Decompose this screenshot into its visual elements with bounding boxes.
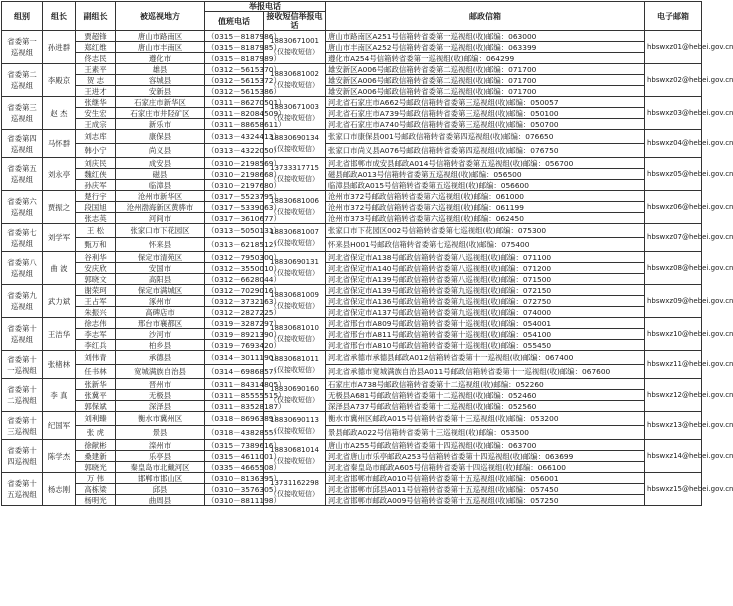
duty-phone: （0310－2197680）	[205, 180, 264, 191]
postal-mailbox: 景县邮政A022号信箱转省委第十三巡视组(收)邮编：053500	[326, 426, 645, 440]
postal-mailbox: 沧州市373号邮政信箱转省委第六巡视组(收)邮编：062450	[326, 213, 645, 224]
table-row	[2, 426, 702, 440]
inspected-area: 乐亭县	[116, 451, 205, 462]
postal-mailbox: 河北省唐山市乐亭邮政A253号信箱转省委第十四巡视组(收)邮编：063699	[326, 451, 645, 462]
postal-mailbox: 临漳县邮政A015号信箱转省委第五巡视组(收)邮编：056600	[326, 180, 645, 191]
postal-mailbox: 河北省承德市宽城满族自治县A011号邮政信箱转省委第十一巡视组(收)邮编：067600	[326, 365, 645, 379]
deputy-leader: 刘庆民	[76, 158, 116, 169]
inspected-area: 高阳县	[116, 274, 205, 285]
sms-phone: 13733317715（仅接收短信）	[264, 158, 326, 191]
deputy-leader: 贾超锋	[76, 31, 116, 42]
table-row	[2, 401, 702, 412]
sms-phone: 18830671003（仅接收短信）	[264, 97, 326, 130]
inspected-area: 张家口市下花园区	[116, 224, 205, 238]
table-row	[2, 412, 702, 426]
sms-phone: 18830681007（仅接收短信）	[264, 224, 326, 252]
table-row	[2, 130, 702, 144]
postal-mailbox: 河北省邯郸市邱县A011号信箱转省委第十五巡视组(收)邮编：057450	[326, 484, 645, 495]
deputy-leader: 张志英	[76, 213, 116, 224]
table-row	[2, 274, 702, 285]
postal-mailbox: 河北省邯郸市邮政A010号信箱转省委第十五巡视组(收)邮编：056001	[326, 473, 645, 484]
inspected-area: 衡水市冀州区	[116, 412, 205, 426]
sms-phone: 18830690113（仅接收短信）	[264, 412, 326, 440]
deputy-leader: 王 松	[76, 224, 116, 238]
table-row	[2, 451, 702, 462]
table-row	[2, 224, 702, 238]
group-name: 省委第七巡视组	[2, 224, 43, 252]
duty-phone: （0317－5523795）	[205, 191, 264, 202]
duty-phone: （0315－4611001）	[205, 451, 264, 462]
inspected-area: 新乐市	[116, 119, 205, 130]
postal-mailbox: 河北省保定市A139号邮政信箱转省委第九巡视组(收)邮编：072150	[326, 285, 645, 296]
duty-phone: （0310－8136395）	[205, 473, 264, 484]
postal-mailbox: 河北省保定市A139号邮政信箱转省委第八巡视组(收)邮编：071500	[326, 274, 645, 285]
table-row	[2, 53, 702, 64]
header-area: 被巡视地方	[116, 2, 205, 31]
duty-phone: （0317－5339063）	[205, 202, 264, 213]
table-row	[2, 108, 702, 119]
inspected-area: 雄县	[116, 64, 205, 75]
inspected-area: 沙河市	[116, 329, 205, 340]
postal-mailbox: 磁县邮政A013号信箱转省委第五巡视组(收)邮编：056500	[326, 169, 645, 180]
deputy-leader: 王素平	[76, 64, 116, 75]
duty-phone: （0319－8921390）	[205, 329, 264, 340]
inspected-area: 晋州市	[116, 379, 205, 390]
deputy-leader: 刘利臻	[76, 412, 116, 426]
table-row	[2, 75, 702, 86]
postal-mailbox: 唐山市丰南区A252号信箱转省委第一巡视组(收)邮编：063399	[326, 42, 645, 53]
email-address[interactable]: hbswxz10@hebei.gov.cn	[645, 318, 702, 351]
group-leader: 陈学杰	[43, 440, 76, 473]
group-name: 省委第十五巡视组	[2, 473, 43, 506]
deputy-leader: 郭保斌	[76, 401, 116, 412]
postal-mailbox: 河北省保定市A137号邮政信箱转省委第九巡视组(收)邮编：074000	[326, 307, 645, 318]
deputy-leader: 杨明光	[76, 495, 116, 506]
table-row	[2, 473, 702, 484]
email-address[interactable]: hbswxz08@hebei.gov.cn	[645, 252, 702, 285]
duty-phone: （0314－6986857）	[205, 365, 264, 379]
group-leader: 孙进群	[43, 31, 76, 64]
table-row	[2, 296, 702, 307]
email-address[interactable]: hbswxz12@hebei.gov.cn	[645, 379, 702, 412]
table-row	[2, 462, 702, 473]
deputy-leader: 万 伟	[76, 473, 116, 484]
deputy-leader: 佟志民	[76, 53, 116, 64]
deputy-leader: 刘志库	[76, 130, 116, 144]
deputy-leader: 甄万和	[76, 238, 116, 252]
postal-mailbox: 遵化市A254号信箱转省委第一巡视组(收)邮编：064299	[326, 53, 645, 64]
group-name: 省委第一巡视组	[2, 31, 43, 64]
duty-phone: （0310－8811198）	[205, 495, 264, 506]
deputy-leader: 孙庆军	[76, 180, 116, 191]
inspected-area: 秦皇岛市北戴河区	[116, 462, 205, 473]
table-row	[2, 42, 702, 53]
inspected-area: 唐山市丰南区	[116, 42, 205, 53]
duty-phone: （0312－2827225）	[205, 307, 264, 318]
duty-phone: （0311－85555515）	[205, 390, 264, 401]
deputy-leader: 张 虎	[76, 426, 116, 440]
duty-phone: （0310－2198668）	[205, 169, 264, 180]
table-row	[2, 31, 702, 42]
table-row	[2, 238, 702, 252]
duty-phone: （0319－3287297）	[205, 318, 264, 329]
table-row	[2, 329, 702, 340]
table-row	[2, 169, 702, 180]
duty-phone: （0315－8187985）	[205, 42, 264, 53]
deputy-leader: 王占军	[76, 296, 116, 307]
group-leader: 王洁华	[43, 318, 76, 351]
table-row	[2, 158, 702, 169]
header-deputy: 副组长	[76, 2, 116, 31]
inspected-area: 邢台市襄都区	[116, 318, 205, 329]
group-leader: 刘永亭	[43, 158, 76, 191]
duty-phone: （0311－83528187）	[205, 401, 264, 412]
group-name: 省委第五巡视组	[2, 158, 43, 191]
postal-mailbox: 雄安新区A006号邮政信箱转省委第二巡视组(收)邮编：071700	[326, 64, 645, 75]
inspected-area: 保定市满城区	[116, 285, 205, 296]
sms-phone: 18830671001（仅接收短信）	[264, 31, 326, 64]
sms-phone: 18830690160（仅接收短信）	[264, 379, 326, 412]
inspected-area: 曲周县	[116, 495, 205, 506]
table-row	[2, 484, 702, 495]
table-body	[2, 31, 733, 506]
group-name: 省委第十巡视组	[2, 318, 43, 351]
duty-phone: （0310－2198569）	[205, 158, 264, 169]
group-leader: 刘学军	[43, 224, 76, 252]
deputy-leader: 魏红侠	[76, 169, 116, 180]
group-leader: 贾振之	[43, 191, 76, 224]
table-row	[2, 180, 702, 191]
inspected-area: 石家庄市新华区	[116, 97, 205, 108]
postal-mailbox: 河北省邢台市A811号邮政信箱转省委第十巡视组(收)邮编：054100	[326, 329, 645, 340]
email-address[interactable]: hbswxz09@hebei.gov.cn	[645, 285, 702, 318]
table-row	[2, 213, 702, 224]
table-row	[2, 191, 702, 202]
inspected-area: 磁县	[116, 169, 205, 180]
duty-phone: （0312－3732163）	[205, 296, 264, 307]
deputy-leader: 刘伟青	[76, 351, 116, 365]
inspected-area: 容城县	[116, 75, 205, 86]
postal-mailbox: 张家口市下花园区002号信箱转省委第七巡视组(收)邮编：075300	[326, 224, 645, 238]
sms-phone: 13731162298（仅接收短信）	[264, 473, 326, 506]
duty-phone: （0311－82084509）	[205, 108, 264, 119]
group-name: 省委第十三巡视组	[2, 412, 43, 440]
email-address[interactable]: hbswxz01@hebei.gov.cn	[645, 31, 702, 64]
duty-phone: （0335－4665508）	[205, 462, 264, 473]
deputy-leader: 王成宗	[76, 119, 116, 130]
sms-phone: 18830690131（仅接收短信）	[264, 252, 326, 285]
deputy-leader: 张继华	[76, 97, 116, 108]
duty-phone: （0311－86270501）	[205, 97, 264, 108]
sms-phone: 18830690134（仅接收短信）	[264, 130, 326, 158]
deputy-leader: 楚行宇	[76, 191, 116, 202]
table-row	[2, 97, 702, 108]
postal-mailbox: 河北省秦皇岛市邮政A605号信箱转省委第十四巡视组(收)邮编：066100	[326, 462, 645, 473]
inspected-area: 遵化市	[116, 53, 205, 64]
duty-phone: （0312－5615372）	[205, 75, 264, 86]
postal-mailbox: 张家口市尚义县A076号邮政信箱转省委第四巡视组(收)邮编：076750	[326, 144, 645, 158]
header-group: 组别	[2, 2, 43, 31]
deputy-leader: 郑红维	[76, 42, 116, 53]
inspected-area: 康保县	[116, 130, 205, 144]
inspected-area: 涿州市	[116, 296, 205, 307]
email-address[interactable]: hbswxz15@hebei.gov.cn	[645, 473, 702, 506]
inspected-area: 怀来县	[116, 238, 205, 252]
table-row	[2, 365, 702, 379]
deputy-leader: 贺 志	[76, 75, 116, 86]
postal-mailbox: 唐山市A255号邮政信箱转省委第十四巡视组(收)邮编：063700	[326, 440, 645, 451]
duty-phone: （0312－7950300）	[205, 252, 264, 263]
group-name: 省委第九巡视组	[2, 285, 43, 318]
deputy-leader: 徐献彬	[76, 440, 116, 451]
table-row	[2, 440, 702, 451]
inspected-area: 深泽县	[116, 401, 205, 412]
postal-mailbox: 河北省石家庄市A662号邮政信箱转省委第三巡视组(收)邮编：050057	[326, 97, 645, 108]
duty-phone: （0313－4324413）	[205, 130, 264, 144]
deputy-leader: 郭晓光	[76, 462, 116, 473]
duty-phone: （0315－7389616）	[205, 440, 264, 451]
postal-mailbox: 河北省邯郸市成安县邮政A014号信箱转省委第五巡视组(收)邮编：056700	[326, 158, 645, 169]
email-address[interactable]: hbswxz11@hebei.gov.cn	[645, 351, 702, 379]
postal-mailbox: 河北省保定市A136号邮政信箱转省委第九巡视组(收)邮编：072750	[326, 296, 645, 307]
table-row	[2, 318, 702, 329]
postal-mailbox: 衡水市冀州区邮政A015号信箱转省委第十三巡视组(收)邮编：053200	[326, 412, 645, 426]
postal-mailbox: 河北省邯郸市邮政A009号信箱转省委第十五巡视组(收)邮编：057250	[326, 495, 645, 506]
table-row	[2, 351, 702, 365]
duty-phone: （0315－8187986）	[205, 31, 264, 42]
group-name: 省委第十一巡视组	[2, 351, 43, 379]
postal-mailbox: 河北省保定市A138号邮政信箱转省委第八巡视组(收)邮编：071100	[326, 252, 645, 263]
deputy-leader: 安庆欣	[76, 263, 116, 274]
group-leader: 李殿京	[43, 64, 76, 97]
duty-phone: （0312－5615370）	[205, 64, 264, 75]
deputy-leader: 安生宏	[76, 108, 116, 119]
group-leader: 曲 波	[43, 252, 76, 285]
group-name: 省委第十二巡视组	[2, 379, 43, 412]
email-address[interactable]: hbswxz06@hebei.gov.cn	[645, 191, 702, 224]
group-name: 省委第四巡视组	[2, 130, 43, 158]
inspected-area: 石家庄市井陉矿区	[116, 108, 205, 119]
postal-mailbox: 河北省邢台市A809号邮政信箱转省委第十巡视组(收)邮编：054001	[326, 318, 645, 329]
deputy-leader: 谢荣珂	[76, 285, 116, 296]
duty-phone: （0311－84314805）	[205, 379, 264, 390]
postal-mailbox: 河北省承德市承德县邮政A012信箱转省委第十一巡视组(收)邮编：067400	[326, 351, 645, 365]
header-mailbox: 邮政信箱	[326, 2, 645, 31]
group-leader: 马怀群	[43, 130, 76, 158]
inspected-area: 滦州市	[116, 440, 205, 451]
inspected-area: 无极县	[116, 390, 205, 401]
table-row	[2, 252, 702, 263]
group-name: 省委第八巡视组	[2, 252, 43, 285]
table-row	[2, 64, 702, 75]
deputy-leader: 桑建新	[76, 451, 116, 462]
deputy-leader: 张新华	[76, 379, 116, 390]
table-row	[2, 144, 702, 158]
inspected-area: 安新县	[116, 86, 205, 97]
header-leader: 组长	[43, 2, 76, 31]
deputy-leader: 郭晓文	[76, 274, 116, 285]
inspected-area: 沧州市新华区	[116, 191, 205, 202]
inspected-area: 河间市	[116, 213, 205, 224]
duty-phone: （0319－7693420）	[205, 340, 264, 351]
table-row	[2, 86, 702, 97]
duty-phone: （0318－4382855）	[205, 426, 264, 440]
table-row	[2, 307, 702, 318]
postal-mailbox: 雄安新区A006号邮政信箱转省委第二巡视组(收)邮编：071700	[326, 75, 645, 86]
deputy-leader: 李红兵	[76, 340, 116, 351]
deputy-leader: 李志军	[76, 329, 116, 340]
deputy-leader: 朱振兴	[76, 307, 116, 318]
email-address[interactable]: hbswxz07@hebei.gov.cn	[645, 224, 702, 252]
email-address[interactable]: hbswxz13@hebei.gov.cn	[645, 412, 702, 440]
postal-mailbox: 河北省石家庄市A740号邮政信箱转省委第三巡视组(收)邮编：050700	[326, 119, 645, 130]
inspection-table	[1, 1, 733, 506]
deputy-leader: 张冀平	[76, 390, 116, 401]
postal-mailbox: 无极县A681号邮政信箱转省委第十二巡视组(收)邮编：052460	[326, 390, 645, 401]
email-address[interactable]: hbswxz14@hebei.gov.cn	[645, 440, 702, 473]
deputy-leader: 段国旭	[76, 202, 116, 213]
duty-phone: （0314－3011190）	[205, 351, 264, 365]
duty-phone: （0312－7029016）	[205, 285, 264, 296]
inspected-area: 承德县	[116, 351, 205, 365]
postal-mailbox: 河北省邢台市A810号邮政信箱转省委第十巡视组(收)邮编：055450	[326, 340, 645, 351]
group-leader: 纪国军	[43, 412, 76, 440]
header-email: 电子邮箱	[645, 2, 702, 31]
inspected-area: 沧州渤海新区黄骅市	[116, 202, 205, 213]
group-leader: 武力斌	[43, 285, 76, 318]
postal-mailbox: 石家庄市A738号邮政信箱转省委第十二巡视组(收)邮编：052260	[326, 379, 645, 390]
deputy-leader: 韩小宁	[76, 144, 116, 158]
table-row	[2, 263, 702, 274]
header-duty-phone: 值班电话	[205, 12, 264, 31]
group-name: 省委第三巡视组	[2, 97, 43, 130]
table-row	[2, 390, 702, 401]
duty-phone: （0312－3550010）	[205, 263, 264, 274]
inspected-area: 安国市	[116, 263, 205, 274]
duty-phone: （0311－88658611）	[205, 119, 264, 130]
postal-mailbox: 河北省石家庄市A739号邮政信箱转省委第三巡视组(收)邮编：050100	[326, 108, 645, 119]
postal-mailbox: 沧州市372号邮政信箱转省委第六巡视组(收)邮编：061000	[326, 191, 645, 202]
postal-mailbox: 张家口市康保县001号邮政信箱转省委第四巡视组(收)邮编：076650	[326, 130, 645, 144]
duty-phone: （0315－8187989）	[205, 53, 264, 64]
postal-mailbox: 怀来县H001号邮政信箱转省委第七巡视组(收)邮编：075400	[326, 238, 645, 252]
postal-mailbox: 雄安新区A006号邮政信箱转省委第二巡视组(收)邮编：071700	[326, 86, 645, 97]
group-leader: 张楮林	[43, 351, 76, 379]
group-leader: 杨志刚	[43, 473, 76, 506]
inspected-area: 保定市清苑区	[116, 252, 205, 263]
group-name: 省委第十四巡视组	[2, 440, 43, 473]
inspected-area: 邱县	[116, 484, 205, 495]
header-sms: 接收短信举报电话	[264, 12, 326, 31]
duty-phone: （0313－4322050）	[205, 144, 264, 158]
inspected-area: 邯郸市邯山区	[116, 473, 205, 484]
email-address[interactable]: hbswxz05@hebei.gov.cn	[645, 158, 702, 191]
inspected-area: 柏乡县	[116, 340, 205, 351]
inspected-area: 成安县	[116, 158, 205, 169]
postal-mailbox: 沧州市372号邮政信箱转省委第六巡视组(收)邮编：061199	[326, 202, 645, 213]
group-leader: 赵 杰	[43, 97, 76, 130]
table-row	[2, 119, 702, 130]
sms-phone: 18830681014（仅接收短信）	[264, 440, 326, 473]
duty-phone: （0313－6218512）	[205, 238, 264, 252]
deputy-leader: 任书林	[76, 365, 116, 379]
inspected-area: 尚义县	[116, 144, 205, 158]
postal-mailbox: 唐山市路南区A251号信箱转省委第一巡视组(收)邮编：063000	[326, 31, 645, 42]
deputy-leader: 徐志伟	[76, 318, 116, 329]
group-name: 省委第六巡视组	[2, 191, 43, 224]
table-row	[2, 379, 702, 390]
duty-phone: （0318－8696389）	[205, 412, 264, 426]
inspected-area: 景县	[116, 426, 205, 440]
postal-mailbox: 深泽县A737号邮政信箱转省委第十二巡视组(收)邮编：052560	[326, 401, 645, 412]
sms-phone: 18830681002（仅接收短信）	[264, 64, 326, 97]
inspected-area: 唐山市路南区	[116, 31, 205, 42]
duty-phone: （0312－5615386）	[205, 86, 264, 97]
header-report-phone: 举报电话	[205, 2, 326, 12]
email-address[interactable]: hbswxz04@hebei.gov.cn	[645, 130, 702, 158]
email-address[interactable]: hbswxz02@hebei.gov.cn	[645, 64, 702, 97]
email-address[interactable]: hbswxz03@hebei.gov.cn	[645, 97, 702, 130]
group-leader: 李 真	[43, 379, 76, 412]
table-row	[2, 285, 702, 296]
sms-phone: 18830681011（仅接收短信）	[264, 351, 326, 379]
sms-phone: 18830681010（仅接收短信）	[264, 318, 326, 351]
duty-phone: （0310－3576305）	[205, 484, 264, 495]
deputy-leader: 王进才	[76, 86, 116, 97]
header-row	[2, 2, 702, 12]
sms-phone: 18830681009（仅接收短信）	[264, 285, 326, 318]
table-row	[2, 340, 702, 351]
sms-phone: 18830681006（仅接收短信）	[264, 191, 326, 224]
inspected-area: 高碑店市	[116, 307, 205, 318]
group-name: 省委第二巡视组	[2, 64, 43, 97]
table-row	[2, 202, 702, 213]
inspected-area: 临漳县	[116, 180, 205, 191]
table-row	[2, 495, 702, 506]
duty-phone: （0313－5050131）	[205, 224, 264, 238]
duty-phone: （0312－6628044）	[205, 274, 264, 285]
inspected-area: 宽城满族自治县	[116, 365, 205, 379]
deputy-leader: 高栋梁	[76, 484, 116, 495]
deputy-leader: 谷利华	[76, 252, 116, 263]
duty-phone: （0317－3610677）	[205, 213, 264, 224]
postal-mailbox: 河北省保定市A140号邮政信箱转省委第八巡视组(收)邮编：071200	[326, 263, 645, 274]
